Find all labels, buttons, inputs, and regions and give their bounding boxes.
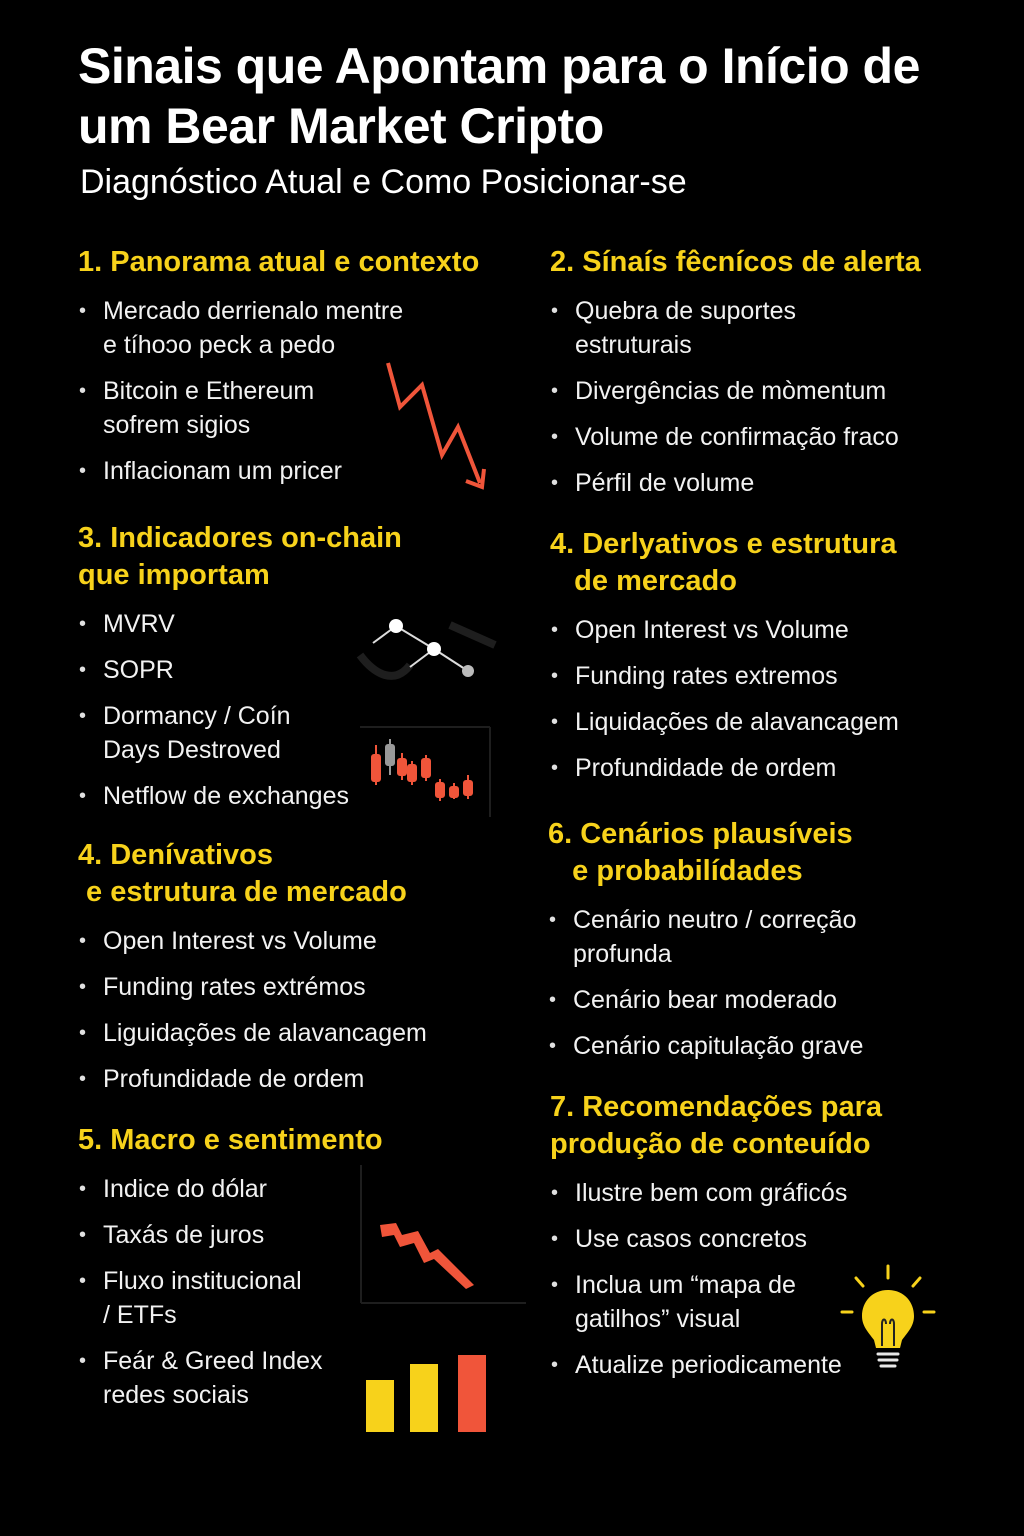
item-line: • Liquidações de alavancagem [575,708,899,736]
item-line: estruturais [575,331,692,359]
bullet-list [550,613,1000,785]
item-line: • Feár & Greed Index [103,1347,323,1375]
section-heading [78,244,538,281]
item-line: • Taxás de juros [103,1221,265,1249]
section-heading [78,520,518,594]
section-derivatives-left [78,837,538,1108]
item-line: • MVRV [103,610,175,638]
down-trend-arrow-icon [380,355,500,495]
item-line: • Inclua um “mapa de [575,1271,796,1299]
page-title [78,36,998,156]
list-item [550,420,1000,454]
item-line: • Profundidade de ordem [575,754,837,782]
title-line: Sinais que Apontam para o Início de [78,38,920,94]
item-line: sofrem sigios [103,411,251,439]
heading-line: 4. Denívativos [78,839,274,871]
item-line: • Cenário neutro / correção [573,906,857,934]
title-line: um Bear Market Cripto [78,98,604,154]
heading-line: de mercado [550,565,737,597]
heading-line: 7. Recomendações para [550,1091,883,1123]
item-line: e tíhoɔo peck a pedo [103,331,336,359]
heading-line: 1. Panorama atual e contexto [78,246,480,278]
item-line: • Quebra de suportes [575,297,796,325]
list-item [550,374,1000,408]
item-line: • Funding rates extrémos [103,973,366,1001]
item-line: • Ilustre bem com gráficós [575,1179,848,1207]
item-line: profunda [573,940,672,968]
item-line: • Fluxo institucional [103,1267,302,1295]
section-heading [550,526,1000,600]
item-line: redes sociais [103,1381,249,1409]
item-line: • Use casos concretos [575,1225,808,1253]
list-item [550,613,1000,647]
item-line: • Netflow de exchanges [103,782,349,810]
network-nodes-icon [355,605,505,695]
list-item [550,705,1000,739]
list-item [78,294,538,362]
list-item [548,903,998,971]
section-technical-signals [550,244,1000,512]
bullet-list [550,294,1000,500]
item-line: gatilhos” visual [575,1305,741,1333]
list-item [548,1029,998,1063]
bullet-list [78,924,538,1096]
heading-line: 3. Indicadores on-chain [78,522,402,554]
heading-line: produção de conteuído [550,1128,871,1160]
section-heading [550,1089,990,1163]
item-line: • Profundidade de ordem [103,1065,365,1093]
falling-arrow-icon [358,1165,528,1305]
heading-line: que importam [78,559,270,591]
heading-line: e probabilídades [548,855,803,887]
item-line: • Funding rates extremos [575,662,838,690]
item-line: • Volume de confirmação fraco [575,423,899,451]
heading-line: 4. Derlyativos e estrutura [550,528,897,560]
item-line: • Bitcoin e Ethereum [103,377,315,405]
section-heading [78,837,538,911]
list-item [550,1176,990,1210]
item-line: / ETFs [103,1301,177,1329]
list-item [78,970,538,1004]
candlestick-chart-icon [360,725,492,817]
section-heading [78,1122,518,1159]
section-scenarios [548,816,998,1075]
item-line: • Open Interest vs Volume [103,927,377,955]
item-line: • Divergências de mòmentum [575,377,887,405]
heading-line: 2. Sínaís fêcnícos de alerta [550,246,921,278]
lightbulb-icon [838,1262,938,1374]
list-item [550,751,1000,785]
heading-line: 5. Macro e sentimento [78,1124,383,1156]
item-line: • SOPR [103,656,174,684]
list-item [550,294,1000,362]
heading-line: e estrutura de mercado [78,876,407,908]
item-line: • Cenário capitulação grave [573,1032,864,1060]
section-heading [550,244,1000,281]
list-item [550,659,1000,693]
section-heading [548,816,998,890]
page-subtitle: Diagnóstico Atual e Como Posicionar-se [80,163,687,201]
list-item [550,1222,990,1256]
bar-chart-icon [362,1352,492,1434]
heading-line: 6. Cenários plausíveis [548,818,853,850]
item-line: • Atualize periodicamente [575,1351,842,1379]
list-item [78,1016,538,1050]
item-line: • Liguidações de alavancagem [103,1019,427,1047]
item-line: • Indice do dólar [103,1175,268,1203]
item-line: Days Destroved [103,736,281,764]
section-derivatives-right [550,526,1000,797]
list-item [548,983,998,1017]
item-line: • Mercado derrienalo mentre [103,297,404,325]
list-item [78,924,538,958]
list-item [78,1062,538,1096]
bullet-list [548,903,998,1063]
item-line: • Inflacionam um pricer [103,457,342,485]
item-line: • Cenário bear moderado [573,986,838,1014]
item-line: • Open Interest vs Volume [575,616,849,644]
list-item [550,466,1000,500]
item-line: • Pérfil de volume [575,469,755,497]
item-line: • Dormancy / Coín [103,702,291,730]
